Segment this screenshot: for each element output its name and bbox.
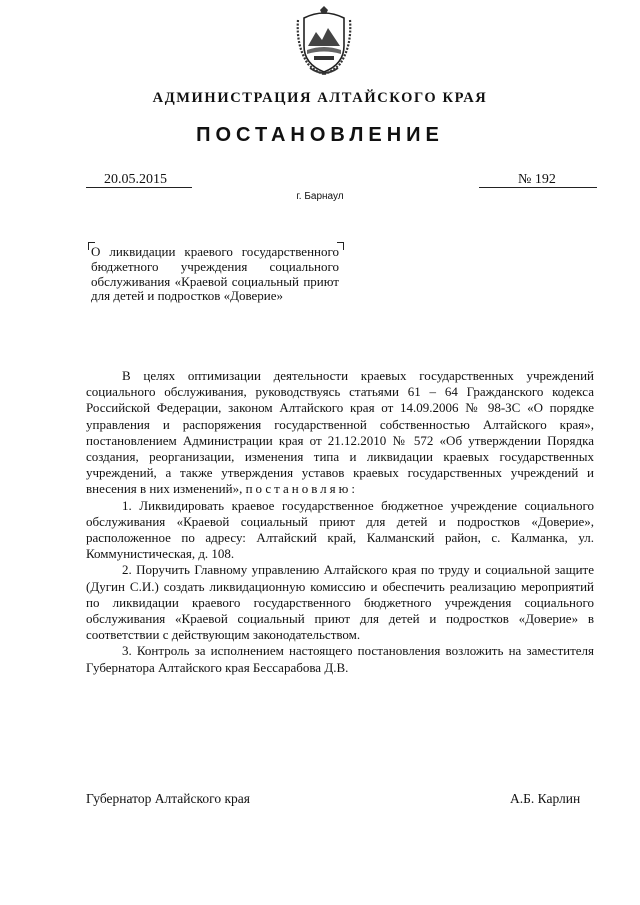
preamble-paragraph xyxy=(86,368,594,498)
date-underline xyxy=(86,187,192,188)
document-type-heading: ПОСТАНОВЛЕНИЕ xyxy=(196,124,444,146)
document-body xyxy=(86,368,594,676)
preamble-text: В целях оптимизации деятельности краевых государственных учреждений социального обслуживания, руководствуясь статьями 61 – 64 Гражданского кодекса Российской Федерации, законом Алтайского края от 14.09.2006 № 98-ЗС «О порядке управления и распоряжения государственной собственностью Алтайского края», постановлением Администрации края от 21.12.2010 № 572 «Об утверждении Порядка создания, реорганизации, изменения типа и ликвидации краевых государственных учреждений, а также утверждения уставов краевых государственных учреждений и внесения в них изменений», xyxy=(86,368,594,497)
signer-title: Губернатор Алтайского края xyxy=(86,791,250,806)
signer-name: А.Б. Карлин xyxy=(510,791,581,806)
document-date: 20.05.2015 xyxy=(104,172,167,187)
authority-name: АДМИНИСТРАЦИЯ АЛТАЙСКОГО КРАЯ xyxy=(152,90,488,106)
subject-block xyxy=(88,242,344,317)
document-number: № 192 xyxy=(518,172,556,187)
subject-text: О ликвидации краевого государственного бюджетного учреждения социального обслуживания «Краевой социальный приют для детей и подростков «Доверие» xyxy=(91,244,339,304)
number-underline xyxy=(479,187,597,188)
resolve-word: постановляю: xyxy=(245,481,358,497)
resolution-item-1: 1. Ликвидировать краевое государственное бюджетное учреждение социального обслуживания «Краевой социальный приют для детей и подростков «Доверие», расположенное по адресу: Алтайский край, Калманский район, с. Калманка, ул. Коммунистическая, д. 108. xyxy=(86,497,594,562)
issue-city: г. Барнаул xyxy=(296,191,344,202)
resolution-item-2: 2. Поручить Главному управлению Алтайского края по труду и социальной защите (Дугин С.И.) создать ликвидационную комиссию и обеспечить реализацию мероприятий по ликвидации краевого государственного бюджетного учреждения социального обслуживания «Краевой социальный приют для детей и подростков «Доверие» в соответствии с действующим законодательством. xyxy=(86,562,594,643)
resolution-item-3: 3. Контроль за исполнением настоящего постановления возложить на заместителя Губернатора Алтайского края Бессарабова Д.В. xyxy=(86,643,594,675)
altai-krai-coat-of-arms-icon xyxy=(296,6,352,78)
